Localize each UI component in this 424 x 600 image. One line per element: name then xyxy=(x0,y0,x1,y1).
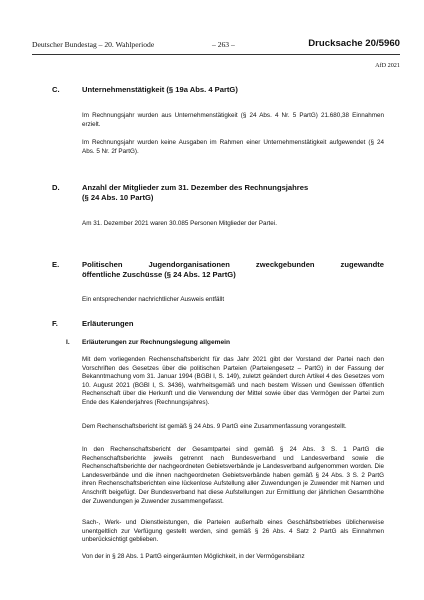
section-d-letter: D. xyxy=(52,183,60,192)
section-d-title-line-2: (§ 24 Abs. 10 PartG) xyxy=(82,193,154,202)
document-number: Drucksache 20/5960 xyxy=(308,38,400,49)
section-e-title-line-2: öffentliche Zuschüsse (§ 24 Abs. 12 PartG) xyxy=(82,270,236,279)
section-f-paragraph-1: Mit dem vorliegenden Rechenschaftsbericht für das Jahr 2021 gibt der Vorstand der Partei nach den Vorschriften des Gesetzes über die politischen Parteien (Parteiengesetz – PartG) in der Fassung der Bekanntmachung vom 31. Januar 1994 (BGBl I, S. 149), zuletzt geändert durch Artikel 4 des Gesetzes vom 10. August 2021 (BGBl I, S. 3436), wahrheitsgemäß und nach bestem Wissen und Gewissen öffentlich Rechenschaft über die Herkunft und die Verwendung der Mittel sowie über das Vermögen der Partei zum Ende des Kalenderjahres (Rechnungsjahres). xyxy=(82,356,384,406)
section-f-paragraph-4: Sach-, Werk- und Dienstleistungen, die Parteien außerhalb eines Geschäftsbetriebes üblicherweise unentgeltlich zur Verfügung gestellt werden, sind gemäß § 26 Abs. 4 Satz 2 PartG als Einnahmen unberücksichtigt geblieben. xyxy=(82,519,384,544)
section-e-paragraph-1: Ein entsprechender nachrichtlicher Ausweis entfällt xyxy=(82,296,225,303)
page-number: – 263 – xyxy=(212,40,235,49)
section-f-paragraph-3: In den Rechenschaftsbericht der Gesamtpartei sind gemäß § 24 Abs. 3 S. 1 PartG die Rechenschaftsberichte jeweils getrennt nach Bundesverband und Landesverband sowie die Rechenschaftsberichte der nachgeordneten Gebietsverbände je Landesverband aufgenommen worden. Die Landesverbände und die ihnen nachgeordneten Gebietsverbände haben gemäß § 24 Abs. 3 S. 2 PartG ihren Rechenschaftsberichten eine lückenlose Aufstellung aller Zuwendungen je Zuwender mit Namen und Anschrift beigefügt. Der Bundesverband hat diese Aufstellungen zur Ermittlung der jährlichen Gesamthöhe der Zuwendungen je Zuwender zusammengefasst. xyxy=(82,446,384,505)
section-d-title-line-1: Anzahl der Mitglieder zum 31. Dezember des Rechnungsjahres xyxy=(82,183,309,192)
section-c-paragraph-1: Im Rechnungsjahr wurden aus Unternehmenstätigkeit (§ 24 Abs. 4 Nr. 5 PartG) 21.680,38 Einnahmen erzielt. xyxy=(82,112,384,128)
section-e-letter: E. xyxy=(52,260,60,269)
section-f-paragraph-2: Dem Rechenschaftsbericht ist gemäß § 24 Abs. 9 PartG eine Zusammenfassung vorangestellt. xyxy=(82,423,347,430)
section-d-title xyxy=(82,183,308,203)
section-e-title xyxy=(82,260,384,280)
section-f-paragraph-5: Von der in § 28 Abs. 1 PartG eingeräumten Möglichkeit, in der Vermögensbilanz xyxy=(82,553,305,560)
subsection-title: Erläuterungen zur Rechnungslegung allgemein xyxy=(82,339,231,346)
subsection-number: I. xyxy=(66,339,70,346)
section-c-letter: C. xyxy=(52,85,60,94)
section-c-paragraph-2: Im Rechnungsjahr wurden keine Ausgaben im Rahmen einer Unternehmenstätigkeit aufgewendet (§ 24 Abs. 5 Nr. 2f PartG). xyxy=(82,139,384,155)
section-f-letter: F. xyxy=(52,319,58,328)
section-d-paragraph-1: Am 31. Dezember 2021 waren 30.085 Personen Mitglieder der Partei. xyxy=(82,220,277,227)
header-publisher: Deutscher Bundestag – 20. Wahlperiode xyxy=(32,40,155,49)
section-f-title: Erläuterungen xyxy=(82,319,134,328)
party-label: AfD 2021 xyxy=(375,62,400,69)
section-c-title: Unternehmenstätigkeit (§ 19a Abs. 4 PartG) xyxy=(82,85,238,94)
section-e-title-line-1: Politischen Jugendorganisationen zweckgebunden zugewandte xyxy=(82,260,384,269)
page-header xyxy=(32,40,400,55)
